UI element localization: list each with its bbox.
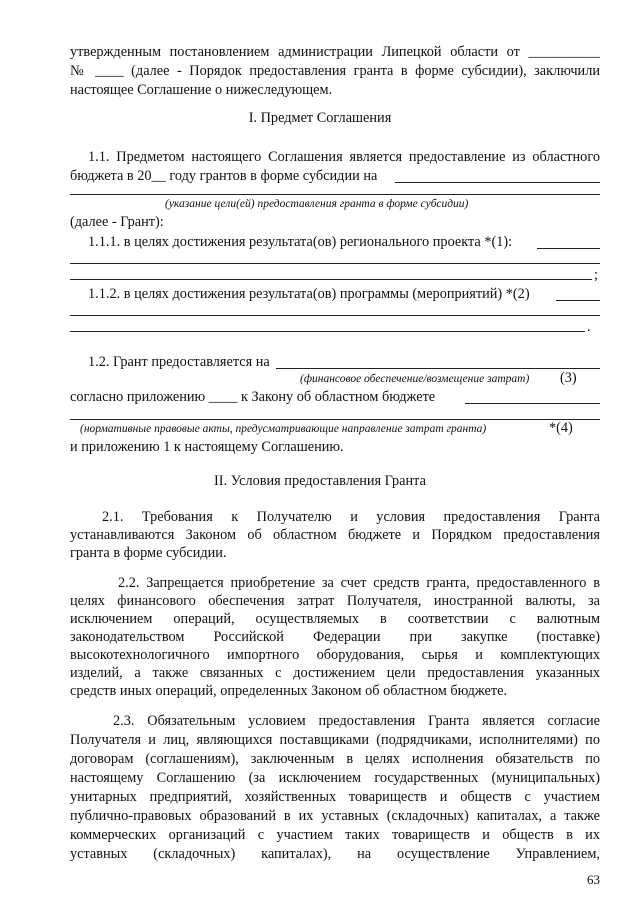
p2-3-line-4: настоящему Соглашению (за исключением государственных (муниципальных) <box>70 770 600 786</box>
blank-1-2-b <box>465 403 600 404</box>
p2-2-line-4: законодательством Российской Федерации при закупке (поставке) <box>70 629 600 645</box>
blank-1-2-c <box>70 419 600 420</box>
hint-acts-note: *(4) <box>549 420 573 436</box>
p2-1-line-2: устанавливаются Законом об областном бюджете и Порядком предоставления <box>70 527 600 543</box>
p2-2-line-2: целях финансового обеспечения затрат Получателя, иностранной валюты, за <box>70 593 600 609</box>
p2-3-line-1: 2.3. Обязательным условием предоставления Гранта является согласие <box>113 713 600 729</box>
blank-1-1-1-c <box>70 279 592 280</box>
p2-3-line-8: уставных (складочных) капиталах), на осуществление Управлением, <box>70 846 600 862</box>
p2-1-line-3: гранта в форме субсидии. <box>70 545 227 561</box>
p2-2-line-5: высокотехнологичного импортного оборудования, сырья и комплектующих <box>70 647 600 663</box>
blank-1-1-2-a <box>556 300 600 301</box>
blank-1-1-1-b <box>70 263 600 264</box>
intro-line-2: № ____ (далее - Порядок предоставления гранта в форме субсидии), заключили <box>70 63 600 79</box>
blank-1-1-2-b <box>70 315 600 316</box>
p1-1-2: 1.1.2. в целях достижения результата(ов) программы (мероприятий) *(2) <box>88 286 530 302</box>
p2-2-line-1: 2.2. Запрещается приобретение за счет средств гранта, предоставленного в <box>118 575 600 591</box>
p2-3-line-2: Получателя и лиц, являющихся поставщиками (подрядчиками, исполнителями) по <box>70 732 600 748</box>
hint-fin-note: (3) <box>560 370 577 386</box>
p1-1-1-end: ; <box>594 267 598 283</box>
p1-1-2-end: . <box>587 319 591 335</box>
p2-3-line-3: договорам (соглашениям), заключенным в целях исполнения обязательств по <box>70 751 600 767</box>
blank-1-1-1-a <box>537 248 600 249</box>
p1-1-line-1: 1.1. Предметом настоящего Соглашения является предоставление из областного <box>88 149 600 165</box>
hint-acts: (нормативные правовые акты, предусматривающие направление затрат гранта) <box>80 423 487 435</box>
p1-1-line-2: бюджета в 20__ году грантов в форме субсидии на <box>70 168 378 184</box>
p2-2-line-7: средств иных операций, определенных Законом об областном бюджете. <box>70 683 508 699</box>
blank-goal <box>395 182 600 183</box>
blank-1-2-a <box>276 368 600 369</box>
section-2-title: II. Условия предоставления Гранта <box>214 473 426 489</box>
grant-label: (далее - Грант): <box>70 214 164 230</box>
p2-3-line-6: публично-правовых образований в их уставных (складочных) капиталах, а также <box>70 808 600 824</box>
blank-goal-2 <box>70 194 600 195</box>
hint-fin: (финансовое обеспечение/возмещение затрат) <box>300 373 530 385</box>
intro-line-1: утвержденным постановлением администрации Липецкой области от __________ <box>70 44 600 60</box>
hint-goal: (указание цели(ей) предоставления гранта в форме субсидии) <box>165 198 469 210</box>
p2-2-line-3: исключением операций, осуществляемых в соответствии с валютным <box>70 611 600 627</box>
p1-1-1: 1.1.1. в целях достижения результата(ов) регионального проекта *(1): <box>88 234 513 250</box>
p1-2-b: согласно приложению ____ к Закону об областном бюджете <box>70 389 436 405</box>
p2-3-line-7: коммерческих организаций с участием таких товариществ и обществ в их <box>70 827 600 843</box>
p1-2-c: и приложению 1 к настоящему Соглашению. <box>70 439 344 455</box>
blank-1-1-2-c <box>70 331 585 332</box>
section-1-title: I. Предмет Соглашения <box>248 110 392 126</box>
p2-1-line-1: 2.1. Требования к Получателю и условия предоставления Гранта <box>102 509 600 525</box>
p1-2: 1.2. Грант предоставляется на <box>88 354 270 370</box>
intro-line-3: настоящее Соглашение о нижеследующем. <box>70 82 333 98</box>
page-number: 63 <box>587 872 600 887</box>
p2-3-line-5: унитарных предприятий, хозяйственных товариществ и обществ с участием <box>70 789 600 805</box>
p2-2-line-6: изделий, а также связанных с достижением цели предоставления указанных <box>70 665 600 681</box>
